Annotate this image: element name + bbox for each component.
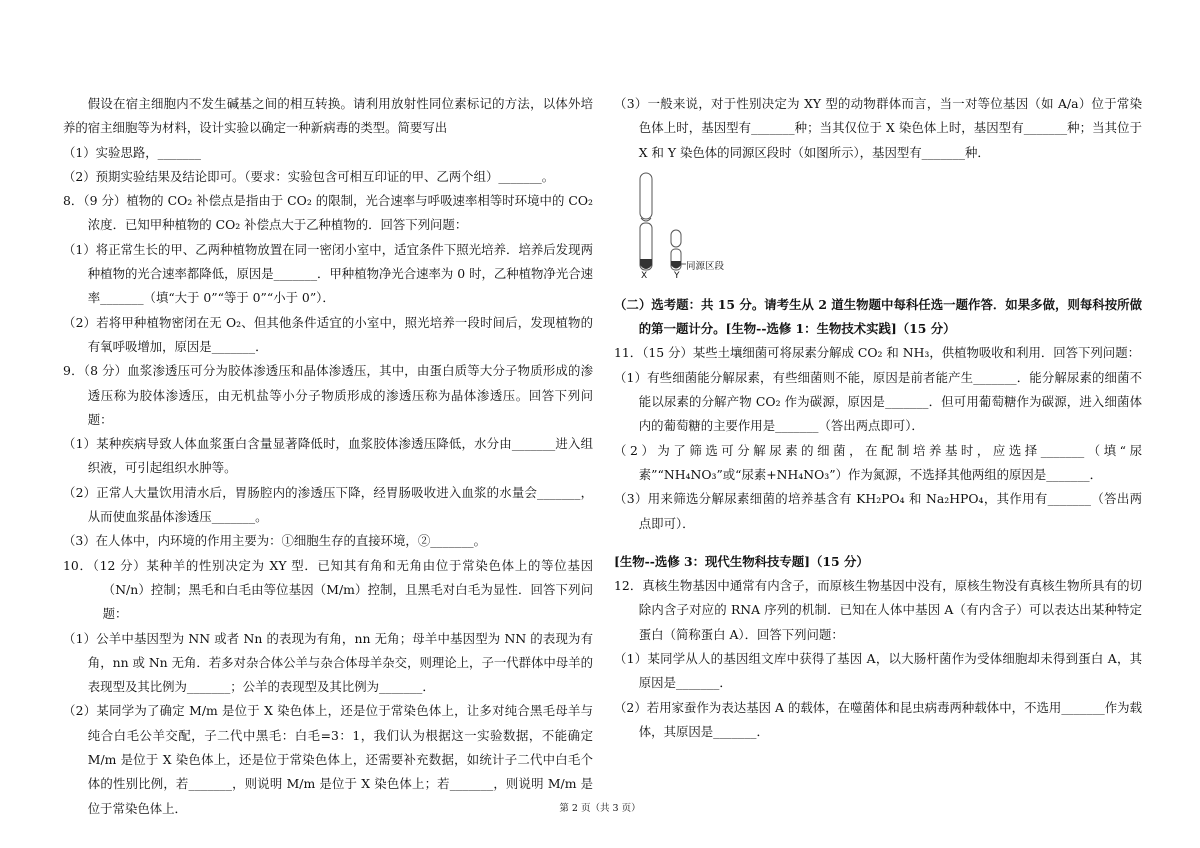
q9-stem: 9．（8 分）血浆渗透压可分为胶体渗透压和晶体渗透压，其中，由蛋白质等大分子物质形成的渗透压称为胶体渗透压，由无机盐等小分子物质形成的渗透压称为晶体渗透压。回答下列问题： bbox=[63, 363, 593, 427]
y-label: Y bbox=[674, 270, 680, 281]
section3-heading: [生物--选修 3：现代生物科技专题]（15 分） bbox=[614, 553, 869, 569]
q10-stem: 10．（12 分）某种羊的性别决定为 XY 型．已知其有角和无角由位于常染色体上的等位基因（N/n）控制；黑毛和白毛由等位基因（M/m）控制，且黑毛对白毛为显性．回答下列问题： bbox=[63, 557, 593, 622]
q11-part3: （3）用来筛选分解尿素细菌的培养基含有 KH₂PO₄ 和 Na₂HPO₄，其作用有_______（答出两点即可）． bbox=[614, 491, 1142, 531]
right-column bbox=[614, 92, 1142, 744]
q8-part2: （2）若将甲种植物密闭在无 O₂、但其他条件适宜的小室中，照光培养一段时间后，发现植物的有氧呼吸增加，原因是_______． bbox=[63, 314, 593, 354]
chromosome-figure bbox=[638, 171, 1142, 283]
page-footer: 第 2 页（共 3 页） bbox=[559, 803, 641, 814]
q12-stem: 12．真核生物基因中通常有内含子，而原核生物基因中没有，原核生物没有真核生物所具有的切除内含子对应的 RNA 序列的机制．已知在人体中基因 A（有内含子）可以表达出某种特定蛋白（简称蛋白 A）．回答下列问题： bbox=[614, 578, 1142, 642]
q9-part1: （1）某种疾病导致人体血浆蛋白含量显著降低时，血浆胶体渗透压降低，水分由_______进入组织液，可引起组织水肿等。 bbox=[63, 436, 593, 476]
x-label: X bbox=[641, 270, 648, 281]
intro-paragraph: 假设在宿主细胞内不发生碱基之间的相互转换。请利用放射性同位素标记的方法，以体外培养的宿主细胞等为材料，设计实验以确定一种新病毒的类型。简要写出 bbox=[63, 96, 593, 136]
left-column bbox=[63, 92, 593, 821]
homologous-region-label: 同源区段 bbox=[686, 260, 725, 272]
q9-part2: （2）正常人大量饮用清水后，胃肠腔内的渗透压下降，经胃肠吸收进入血浆的水量会_______，从而使血浆晶体渗透压_______。 bbox=[63, 484, 593, 525]
q7-part2: （2）预期实验结果及结论即可。（要求：实验包含可相互印证的甲、乙两个组）_______。 bbox=[63, 168, 555, 184]
q9-part3: （3）在人体中，内环境的作用主要为：①细胞生存的直接环境，②_______。 bbox=[63, 533, 486, 549]
q12-part2: （2）若用家蚕作为表达基因 A 的载体，在噬菌体和昆虫病毒两种载体中，不选用_______作为载体，其原因是_______． bbox=[614, 699, 1142, 739]
q12-part1: （1）某同学从人的基因组文库中获得了基因 A，以大肠杆菌作为受体细胞却未得到蛋白 A，其原因是_______． bbox=[614, 651, 1142, 691]
q7-part1: （1）实验思路，_______ bbox=[63, 144, 201, 160]
q8-stem: 8．（9 分）植物的 CO₂ 补偿点是指由于 CO₂ 的限制，光合速率与呼吸速率相等时环境中的 CO₂ 浓度．已知甲种植物的 CO₂ 补偿点大于乙种植物的．回答下列问题： bbox=[63, 193, 593, 233]
section2-heading: （二）选考题：共 15 分。请考生从 2 道生物题中每科任选一题作答．如果多做，则每科按所做的第一题计分。[生物--选修 1：生物技术实践]（15 分） bbox=[614, 296, 1142, 337]
q10-part3: （3）一般来说，对于性别决定为 XY 型的动物群体而言，当一对等位基因（如 A/a）位于常染色体上时，基因型有_______种；当其仅位于 X 染色体上时，基因型有_______种；当其位于 X 和 Y 染色体的同源区段时（如图所示），基因型有_______种． bbox=[614, 96, 1142, 160]
q10-part1: （1）公羊中基因型为 NN 或者 Nn 的表现为有角，nn 无角；母羊中基因型为 NN 的表现为有角，nn 或 Nn 无角．若多对杂合体公羊与杂合体母羊杂交，则理论上，子一代群体中母羊的表现型及其比例为_______；公羊的表现型及其比例为_______． bbox=[63, 630, 593, 695]
q10-part2: （2）某同学为了确定 M/m 是位于 X 染色体上，还是位于常染色体上，让多对纯合黑毛母羊与纯合白毛公羊交配，子二代中黑毛：白毛=3：1，我们认为根据这一实验数据，不能确定 M/m 是位于 X 染色体上，还是位于常染色体上，还需要补充数据，如统计子二代中白毛个体的性别比例，若_______，则说明 M/m 是位于 X 染色体上；若_______，则说明 M/m 是位于常染色体上． bbox=[63, 703, 593, 816]
q8-part1: （1）将正常生长的甲、乙两种植物放置在同一密闭小室中，适宜条件下照光培养．培养后发现两种植物的光合速率都降低，原因是_______．甲种植物净光合速率为 0 时，乙种植物净光合速率_______（填“大于 0”“等于 0”“小于 0”）． bbox=[63, 241, 593, 306]
q11-part2: （2）为了筛选可分解尿素的细菌，在配制培养基时，应选择_______（填“尿素”“NH₄NO₃”或“尿素+NH₄NO₃”）作为氮源，不选择其他两组的原因是_______． bbox=[614, 442, 1142, 482]
q11-part1: （1）有些细菌能分解尿素，有些细菌则不能，原因是前者能产生_______．能分解尿素的细菌不能以尿素的分解产物 CO₂ 作为碳源，原因是_______．但可用葡萄糖作为碳源，进入细菌体内的葡萄糖的主要作用是_______（答出两点即可）． bbox=[614, 369, 1142, 434]
q11-stem: 11．（15 分）某些土壤细菌可将尿素分解成 CO₂ 和 NH₃，供植物吸收和利用．回答下列问题： bbox=[614, 345, 1140, 361]
